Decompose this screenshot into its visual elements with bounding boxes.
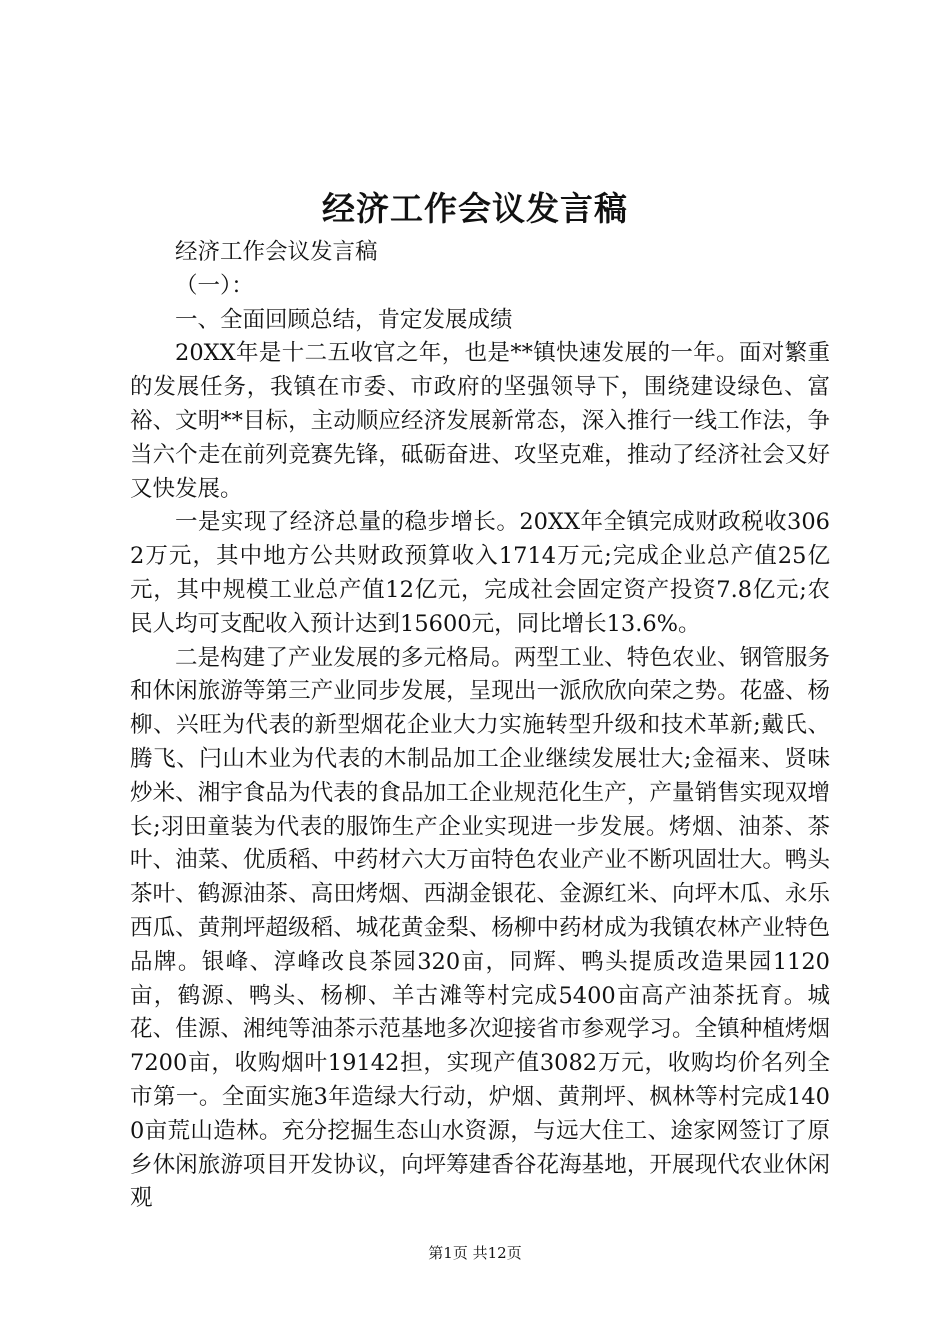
page-number-footer: 第1页 共12页 <box>428 1244 522 1262</box>
section-heading: 一、全面回顾总结，肯定发展成绩 <box>175 306 513 333</box>
paragraph: 二是构建了产业发展的多元格局。两型工业、特色农业、钢管服务和休闲旅游等第三产业同步发展，呈现出一派欣欣向荣之势。花盛、杨柳、兴旺为代表的新型烟花企业大力实施转型升级和技术革新;戴氏、腾飞、闩山木业为代表的木制品加工企业继续发展壮大;金福来、贤味炒米、湘宇食品为代表的食品加工企业规范化生产，产量销售实现双增长;羽田童装为代表的服饰生产企业实现进一步发展。烤烟、油茶、茶叶、油菜、优质稻、中药材六大万亩特色农业产业不断巩固壮大。鸭头茶叶、鹤源油茶、高田烤烟、西湖金银花、金源红米、向坪木瓜、永乐西瓜、黄荆坪超级稻、城花黄金梨、杨柳中药材成为我镇农林产业特色品牌。银峰、淳峰改良茶园320亩，同辉、鸭头提质改造果园1120亩，鹤源、鸭头、杨柳、羊古滩等村完成5400亩高产油茶抚育。城花、佳源、湘纯等油茶示范基地多次迎接省市参观学习。全镇种植烤烟7200亩，收购烟叶19142担，实现产值3082万元，收购均价名列全市第一。全面实施3年造绿大行动，炉烟、黄荆坪、枫林等村完成1400亩荒山造林。充分挖掘生态山水资源，与远大住工、途家网签订了原乡休闲旅游项目开发协议，向坪筹建香谷花海基地，开展现代农业休闲观 <box>130 644 830 1212</box>
subtitle-line: 经济工作会议发言稿 <box>175 239 378 265</box>
document-title: 经济工作会议发言稿 <box>322 189 628 228</box>
section-marker: （一）： <box>175 272 254 299</box>
paragraph: 20XX年是十二五收官之年，也是**镇快速发展的一年。面对繁重的发展任务，我镇在市委、市政府的坚强领导下，围绕建设绿色、富裕、文明**目标，主动顺应经济发展新常态，深入推行一线工作法，争当六个走在前列竞赛先锋，砥砺奋进、攻坚克难，推动了经济社会又好又快发展。 <box>130 340 830 502</box>
document-body <box>130 236 830 1216</box>
paragraph: 一是实现了经济总量的稳步增长。20XX年全镇完成财政税收3062万元，其中地方公共财政预算收入1714万元;完成企业总产值25亿元，其中规模工业总产值12亿元，完成社会固定资产投资7.8亿元;农民人均可支配收入预计达到15600元，同比增长13.6%。 <box>130 509 830 637</box>
